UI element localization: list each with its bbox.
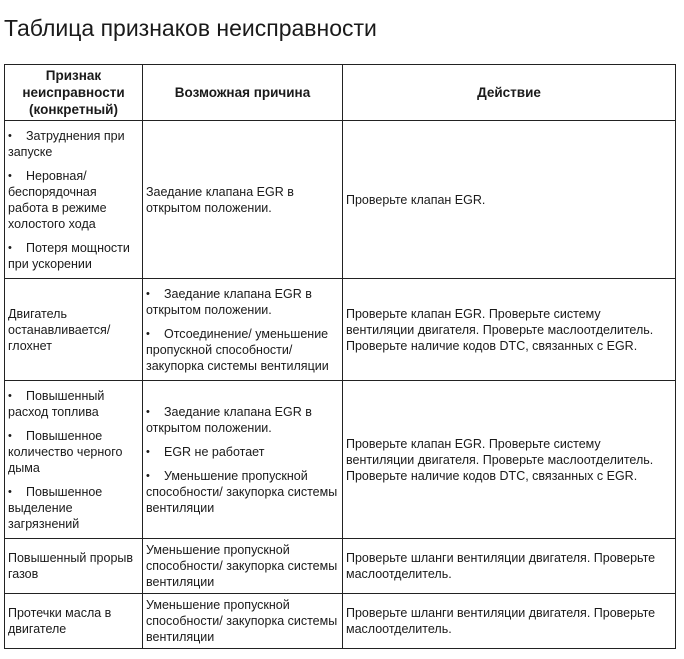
header-symptom: Признак неисправности (конкретный) [5, 65, 143, 121]
table-row [5, 594, 676, 649]
list-item: • Потеря мощности при ускорении [8, 240, 130, 271]
page-title: Таблица признаков неисправности [4, 15, 377, 41]
action-cell: Проверьте шланги вентиляции двигателя. Проверьте маслоотделитель. [343, 594, 676, 649]
list-item: • Заедание клапана EGR в открытом положении. [146, 404, 312, 435]
symptom-cell: Протечки масла в двигателе [5, 594, 143, 649]
action-cell: Проверьте клапан EGR. Проверьте систему вентиляции двигателя. Проверьте маслоотделитель. Проверьте наличие кодов DTC, связанных с EGR. [343, 381, 676, 539]
list-item: • EGR не работает [146, 444, 265, 459]
cause-cell [143, 381, 343, 539]
list-item: • Отсоединение/ уменьшение пропускной способности/ закупорка системы вентиляции [146, 326, 329, 373]
list-item: • Повышенный расход топлива [8, 388, 105, 419]
cause-cell [143, 279, 343, 381]
header-cause: Возможная причина [143, 65, 343, 121]
symptom-cell [5, 381, 143, 539]
table-row [5, 539, 676, 594]
symptom-cell: Двигатель останавливается/ глохнет [5, 279, 143, 381]
table-row [5, 381, 676, 539]
list-item: • Уменьшение пропускной способности/ закупорка системы вентиляции [146, 468, 338, 515]
table-row [5, 279, 676, 381]
list-item: • Повышенное количество черного дыма [8, 428, 123, 475]
action-cell: Проверьте шланги вентиляции двигателя. Проверьте маслоотделитель. [343, 539, 676, 594]
action-cell: Проверьте клапан EGR. [343, 121, 676, 279]
list-item: • Заедание клапана EGR в открытом положении. [146, 286, 312, 317]
header-action: Действие [343, 65, 676, 121]
symptom-cell [5, 121, 143, 279]
table-header-row [5, 65, 676, 121]
symptom-cell: Повышенный прорыв газов [5, 539, 143, 594]
action-cell: Проверьте клапан EGR. Проверьте систему вентиляции двигателя. Проверьте маслоотделитель. Проверьте наличие кодов DTC, связанных с EGR. [343, 279, 676, 381]
list-item: • Неровная/ беспорядочная работа в режиме холостого хода [8, 168, 107, 231]
list-item: • Повышенное выделение загрязнений [8, 484, 103, 531]
cause-cell: Уменьшение пропускной способности/ закупорка системы вентиляции [143, 594, 343, 649]
table-row [5, 121, 676, 279]
cause-cell: Заедание клапана EGR в открытом положении. [143, 121, 343, 279]
cause-cell: Уменьшение пропускной способности/ закупорка системы вентиляции [143, 539, 343, 594]
list-item: • Затруднения при запуске [8, 128, 125, 159]
fault-symptoms-table [4, 64, 676, 649]
